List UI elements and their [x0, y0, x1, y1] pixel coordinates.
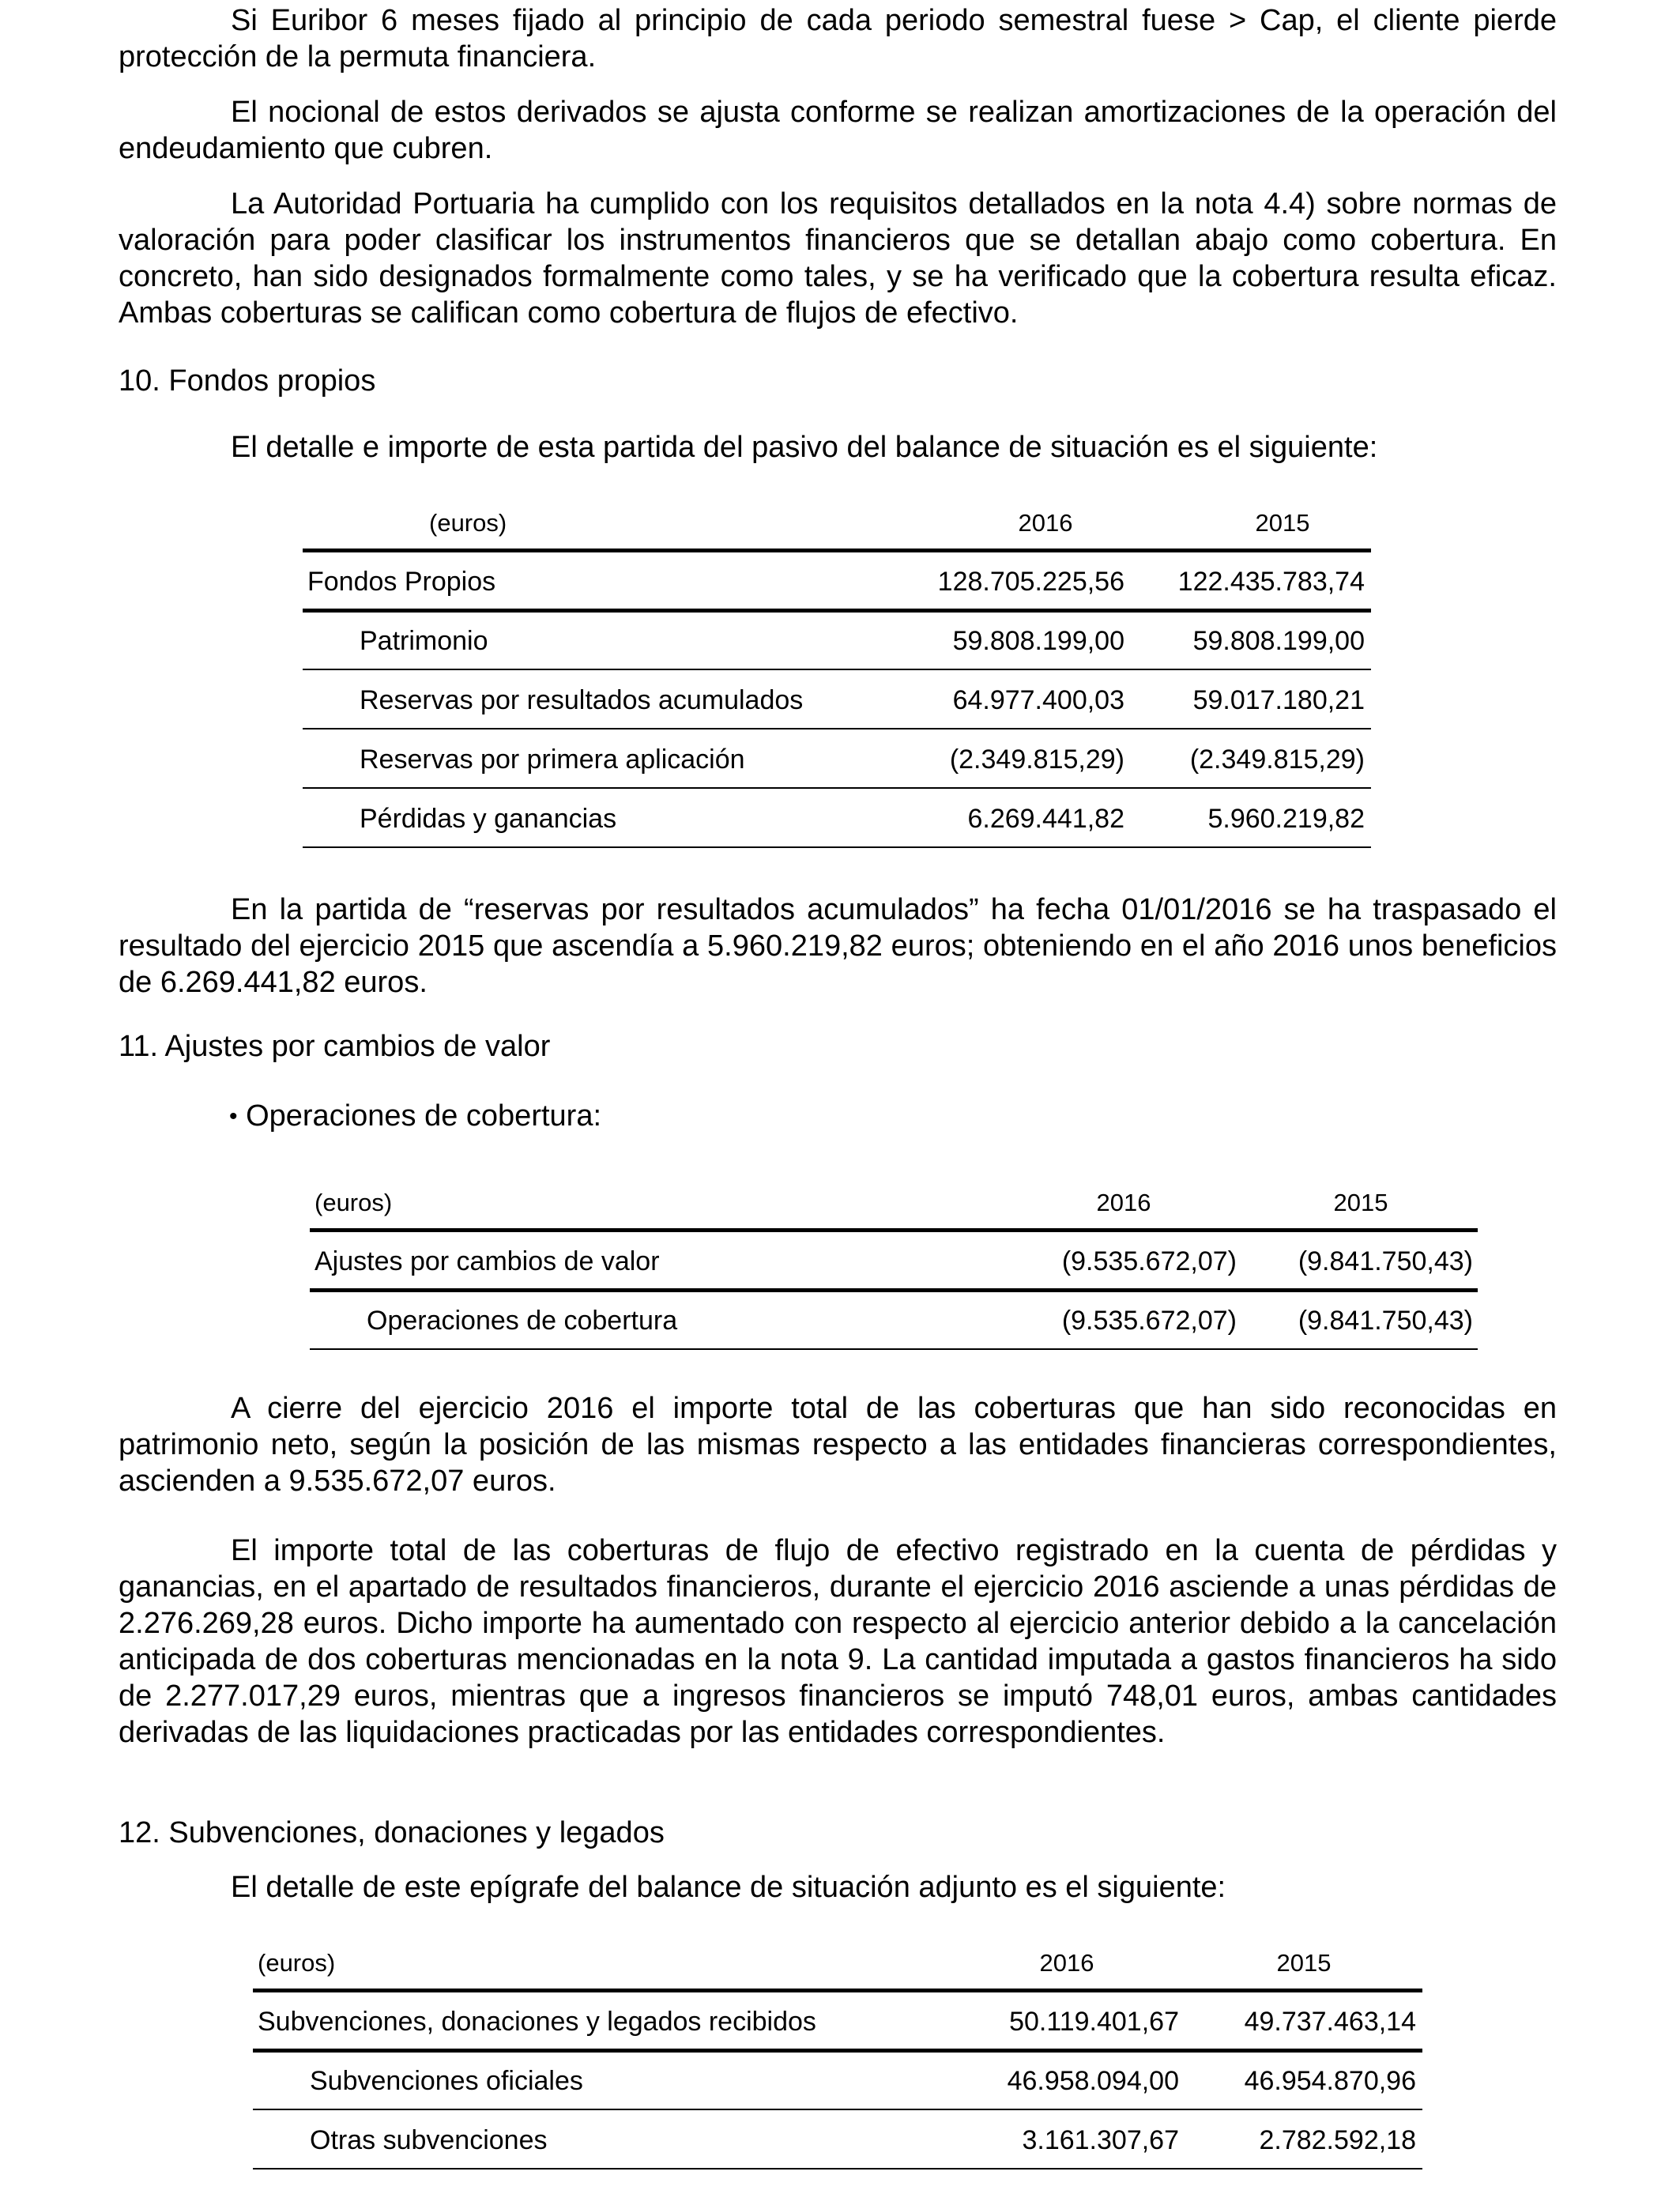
row-label: Otras subvenciones: [310, 2125, 548, 2155]
header-2016: 2016: [1096, 1189, 1151, 1216]
row-value-2015: 46.954.870,96: [1244, 2066, 1416, 2096]
section-heading-fondos-propios: 10. Fondos propios: [119, 364, 376, 398]
section-heading-ajustes: 11. Ajustes por cambios de valor: [119, 1030, 551, 1063]
row-value-2015: 122.435.783,74: [1177, 567, 1365, 597]
row-value-2016: 128.705.225,56: [937, 567, 1124, 597]
header-2015: 2015: [1276, 1949, 1332, 1977]
paragraph-cierre: A cierre del ejercicio 2016 el importe total de las coberturas que han sido reconocidas en patrimonio neto, según la posición de las mismas respecto a las entidades financieras correspondientes, ascienden a 9.535.672,07 euros.: [119, 1392, 1557, 1498]
header-2015: 2015: [1255, 509, 1310, 537]
row-label: Operaciones de cobertura: [367, 1306, 678, 1336]
header-unit: (euros): [258, 1949, 336, 1977]
table-rule: [303, 548, 1371, 552]
row-value-2016: 64.977.400,03: [952, 685, 1124, 715]
row-label: Pérdidas y ganancias: [360, 804, 617, 834]
table-rule: [303, 787, 1371, 789]
table-rule: [253, 2168, 1422, 2169]
row-label: Subvenciones, donaciones y legados recibidos: [258, 2007, 816, 2037]
row-value-2015: 5.960.219,82: [1207, 804, 1365, 834]
paragraph-nocional: El nocional de estos derivados se ajusta conforme se realizan amortizaciones de la operación del endeudamiento que cubren.: [119, 96, 1557, 165]
row-label: Ajustes por cambios de valor: [315, 1246, 660, 1276]
row-value-2015: 2.782.592,18: [1259, 2125, 1416, 2155]
paragraph-importe-total: El importe total de las coberturas de flujo de efectivo registrado en la cuenta de pérdidas y ganancias, en el apartado de resultados financieros, durante el ejercicio 2016 asciende a unas pérdidas de 2.276.269,28 euros. Dicho importe ha aumentado con respecto al ejercicio anterior debido a la cancelación anticipada de dos coberturas mencionadas en la nota 9. La cantidad imputada a gastos financieros ha sido de 2.277.017,29 euros, mientras que a ingresos financieros se imputó 748,01 euros, ambas cantidades derivadas de las liquidaciones practicadas por las entidades correspondientes.: [119, 1534, 1557, 1749]
row-label: Fondos Propios: [307, 567, 496, 597]
row-value-2015: (9.841.750,43): [1298, 1246, 1473, 1276]
table-rule: [310, 1228, 1478, 1232]
table-rule: [310, 1348, 1478, 1350]
row-value-2016: 6.269.441,82: [967, 804, 1124, 834]
paragraph-subvenciones-intro: El detalle de este epígrafe del balance de situación adjunto es el siguiente:: [231, 1871, 1226, 1904]
table-rule: [253, 2049, 1422, 2053]
header-unit: (euros): [429, 509, 507, 537]
table-rule: [303, 609, 1371, 613]
row-label: Subvenciones oficiales: [310, 2066, 583, 2096]
paragraph-reservas: En la partida de “reservas por resultados acumulados” ha fecha 01/01/2016 se ha traspasado el resultado del ejercicio 2015 que ascendía a 5.960.219,82 euros; obteniendo en el año 2016 unos beneficios de 6.269.441,82 euros.: [119, 893, 1557, 999]
table-rule: [303, 846, 1371, 848]
bullet-dot: •: [229, 1103, 238, 1129]
row-value-2016: 46.958.094,00: [1007, 2066, 1179, 2096]
row-label: Reservas por primera aplicación: [360, 745, 745, 775]
row-value-2015: 59.808.199,00: [1192, 626, 1365, 656]
row-value-2016: (9.535.672,07): [1061, 1246, 1237, 1276]
table-rule: [253, 2109, 1422, 2110]
header-unit: (euros): [315, 1189, 393, 1216]
table-header: [303, 506, 1371, 541]
table-subvenciones: [253, 1946, 1422, 2183]
table-fondos-propios: [303, 506, 1371, 854]
paragraph-fondos-intro: El detalle e importe de esta partida del pasivo del balance de situación es el siguiente:: [231, 431, 1378, 464]
row-value-2015: 59.017.180,21: [1192, 685, 1365, 715]
table-header: [310, 1186, 1478, 1220]
table-header: [253, 1946, 1422, 1981]
row-label: Reservas por resultados acumulados: [360, 685, 804, 715]
row-value-2016: 50.119.401,67: [1009, 2007, 1179, 2037]
paragraph-autoridad: La Autoridad Portuaria ha cumplido con los requisitos detallados en la nota 4.4) sobre normas de valoración para poder clasificar los instrumentos financieros que se detallan abajo como cobertura. En concreto, han sido designados formalmente como tales, y se ha verificado que la cobertura resulta eficaz. Ambas coberturas se califican como cobertura de flujos de efectivo.: [119, 187, 1557, 330]
row-value-2015: (9.841.750,43): [1298, 1306, 1473, 1336]
row-value-2016: (2.349.815,29): [949, 745, 1124, 775]
paragraph-euribor: Si Euribor 6 meses fijado al principio de cada periodo semestral fuese > Cap, el cliente pierde protección de la permuta financiera.: [119, 4, 1557, 74]
header-2016: 2016: [1039, 1949, 1094, 1977]
row-value-2016: 59.808.199,00: [952, 626, 1124, 656]
table-rule: [303, 728, 1371, 729]
row-value-2015: (2.349.815,29): [1189, 745, 1365, 775]
header-2016: 2016: [1018, 509, 1073, 537]
bullet-item: [229, 1098, 601, 1135]
header-2015: 2015: [1333, 1189, 1388, 1216]
table-rule: [303, 669, 1371, 670]
table-ajustes: [310, 1186, 1478, 1351]
section-heading-subvenciones: 12. Subvenciones, donaciones y legados: [119, 1816, 665, 1849]
row-value-2016: 3.161.307,67: [1022, 2125, 1179, 2155]
table-rule: [253, 1989, 1422, 1992]
table-rule: [310, 1288, 1478, 1292]
row-value-2015: 49.737.463,14: [1244, 2007, 1416, 2037]
row-value-2016: (9.535.672,07): [1061, 1306, 1237, 1336]
bullet-text: Operaciones de cobertura:: [246, 1099, 602, 1133]
row-label: Patrimonio: [360, 626, 488, 656]
